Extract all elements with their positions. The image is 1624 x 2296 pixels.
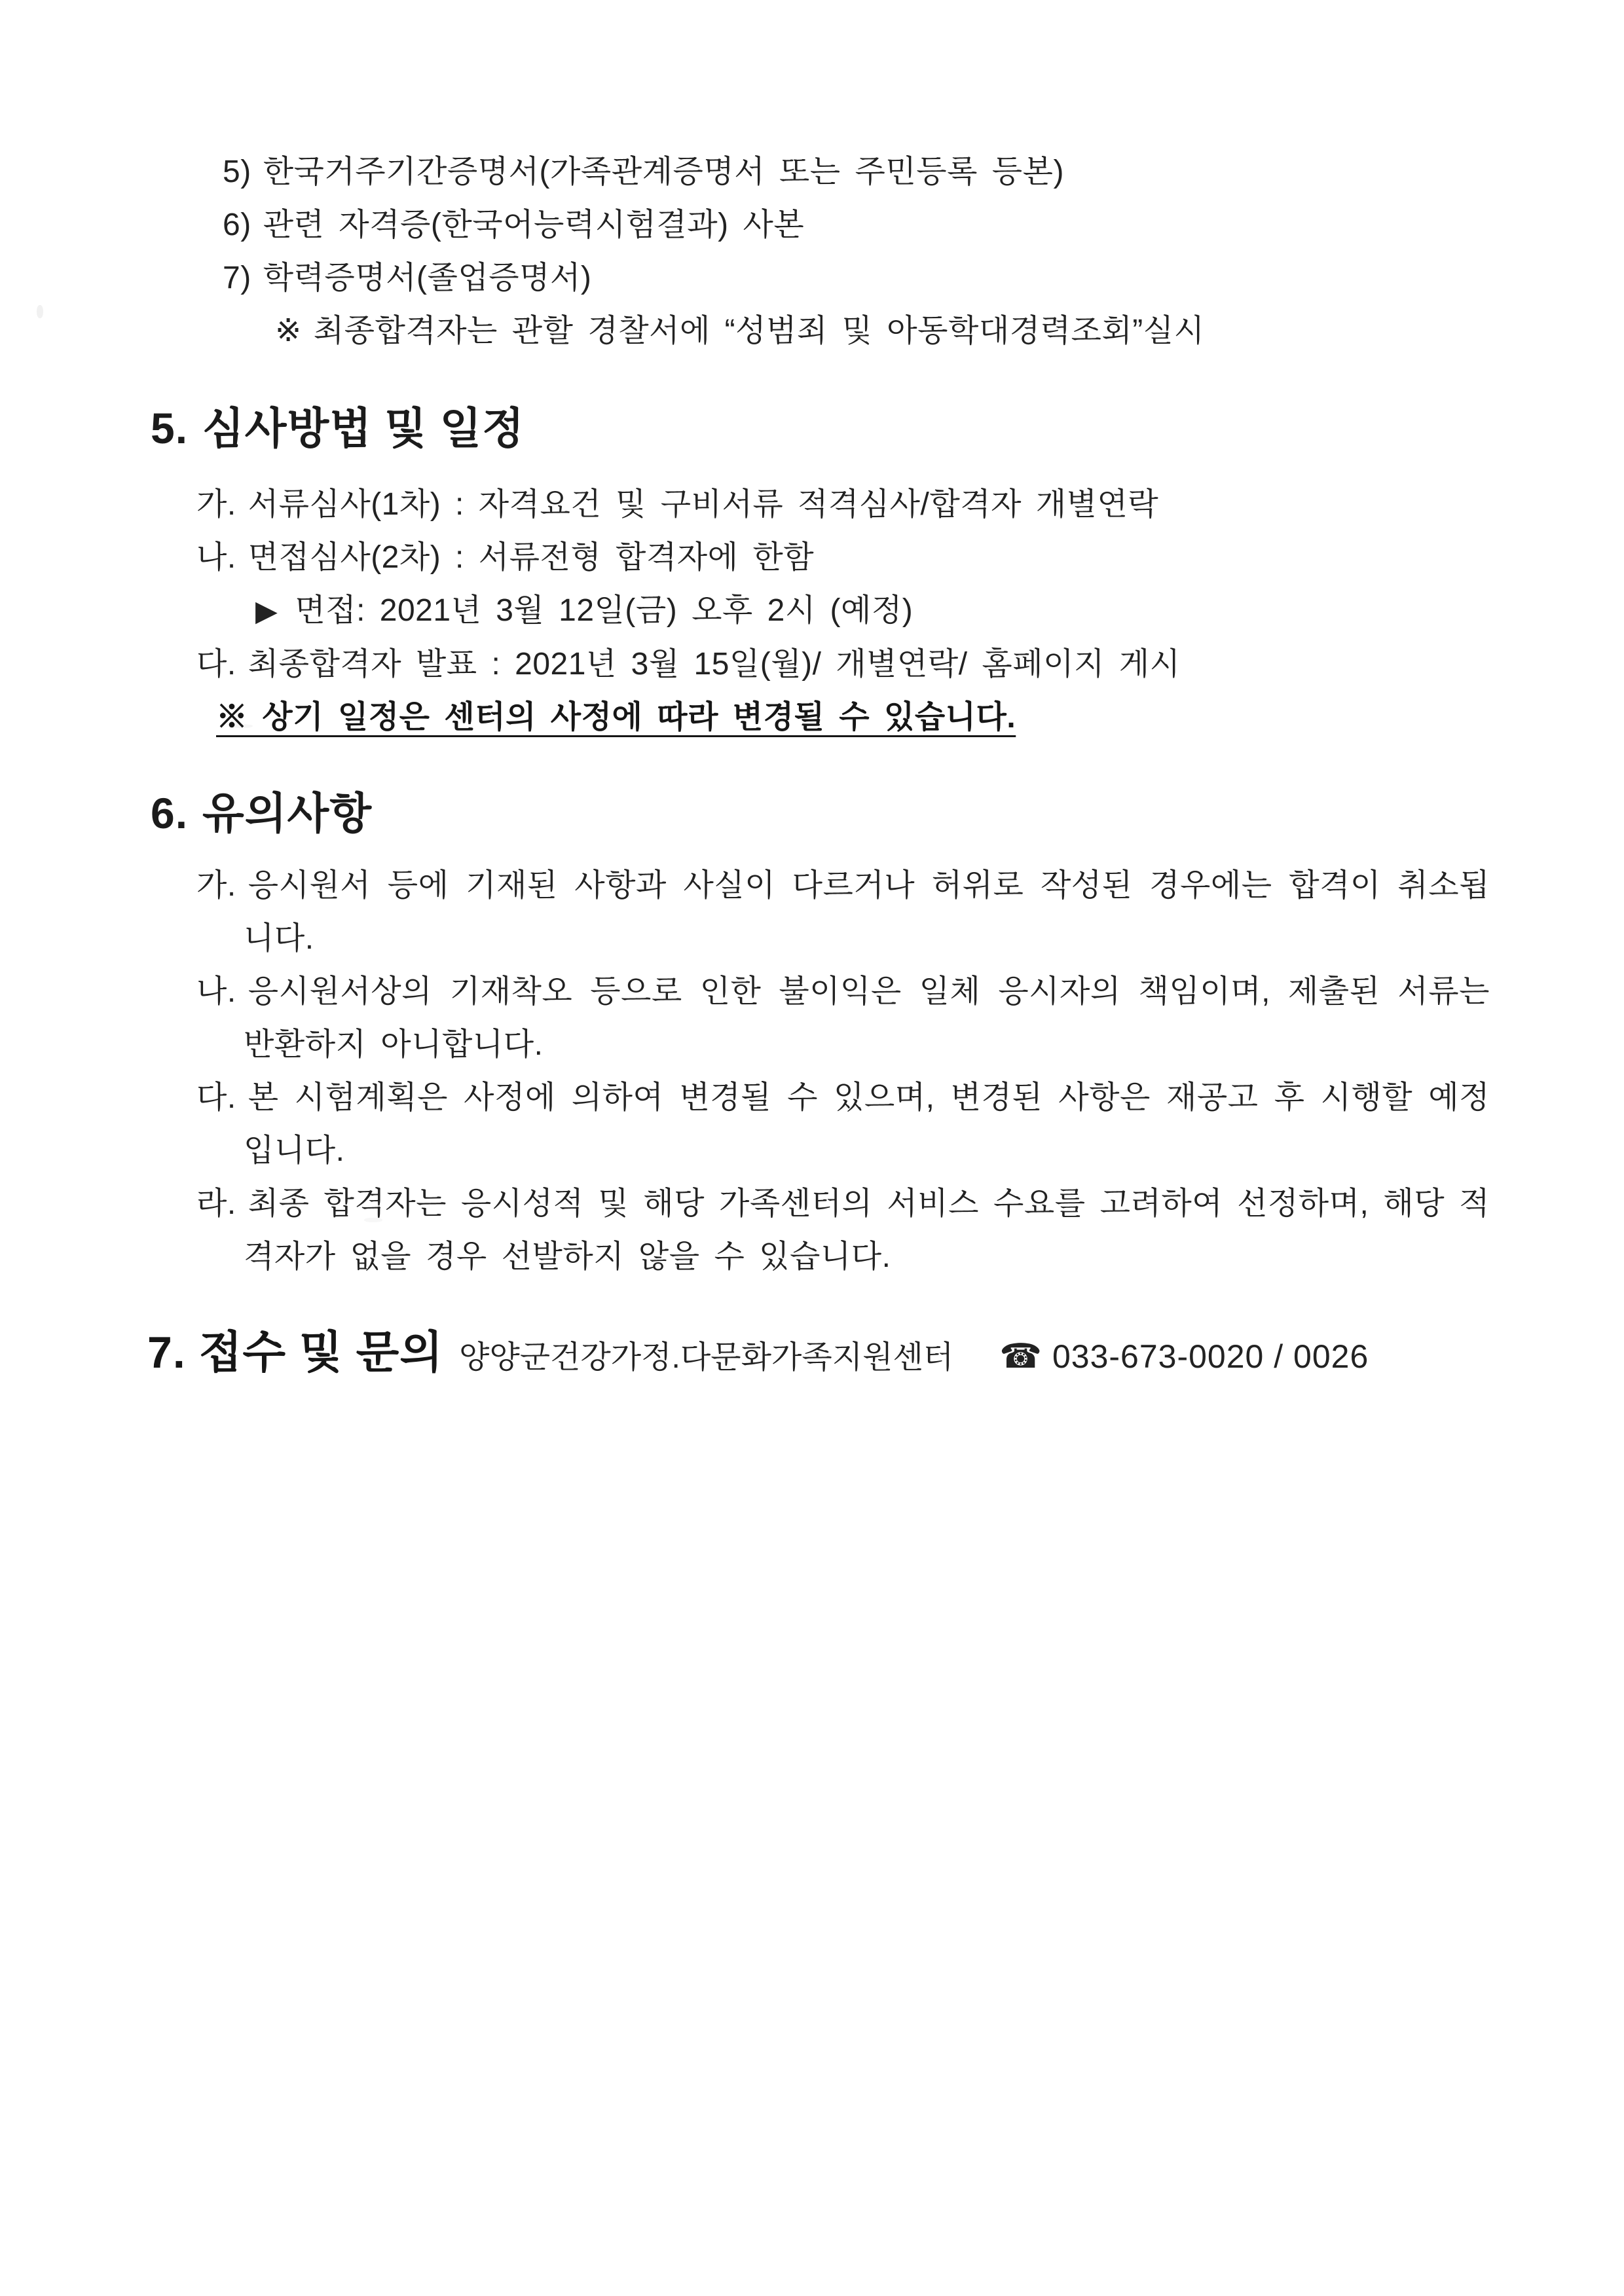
section6-item-da-marker: 다. <box>196 1080 236 1115</box>
section6-number: 6. <box>151 789 189 837</box>
section6-item-ga <box>196 859 1490 965</box>
interview-schedule-text: 면접: 2021년 3월 12일(금) 오후 2시 (예정) <box>295 593 913 628</box>
reference-mark-icon: ※ <box>275 314 302 348</box>
background-check-note <box>275 304 1467 357</box>
section7-heading <box>147 1328 443 1377</box>
attachment-item-6-marker: 6) <box>223 208 251 242</box>
attachment-list <box>223 145 1467 357</box>
schedule-change-note: ※ 상기 일정은 센터의 사정에 따라 변경될 수 있습니다. <box>216 700 1016 735</box>
triangle-bullet-icon: ▶ <box>255 595 278 627</box>
interview-schedule-line <box>255 584 1500 638</box>
section6-item-ga-marker: 가. <box>196 868 236 903</box>
section6-item-da <box>196 1071 1490 1177</box>
attachment-item-7 <box>223 251 1467 304</box>
section5-title: 심사방법 및 일정 <box>202 404 525 452</box>
attachment-item-5-marker: 5) <box>223 155 251 189</box>
section7-number: 7. <box>147 1328 186 1377</box>
section5-item-na <box>196 531 1500 584</box>
scan-speck <box>364 1218 382 1222</box>
scan-speck <box>37 305 43 318</box>
phone-numbers: 033-673-0020 / 0026 <box>1052 1338 1369 1375</box>
telephone-icon: ☎ <box>999 1338 1042 1376</box>
section5-item-da <box>196 638 1500 691</box>
section7-title: 접수 및 문의 <box>198 1328 443 1377</box>
section6-item-na <box>196 965 1490 1071</box>
section5-item-ga-text: 서류심사(1차) : 자격요건 및 구비서류 적격심사/합격자 개별연락 <box>248 487 1159 522</box>
attachment-item-6-text: 관련 자격증(한국어능력시험결과) 사본 <box>263 208 805 242</box>
section5-item-ga-marker: 가. <box>196 487 236 522</box>
attachment-item-7-text: 학력증명서(졸업증명서) <box>263 261 592 295</box>
section5-item-na-marker: 나. <box>196 540 236 575</box>
section6-item-ra <box>196 1177 1490 1283</box>
section6-title: 유의사항 <box>202 789 373 837</box>
section6-item-na-marker: 나. <box>196 974 236 1009</box>
section7-contact-line <box>147 1317 1522 1381</box>
section5-item-ga <box>196 478 1500 531</box>
attachment-item-7-marker: 7) <box>223 261 251 295</box>
section6-item-ra-text: 최종 합격자는 응시성적 및 해당 가족센터의 서비스 수요를 고려하여 선정하며, 해당 적격자가 없을 경우 선발하지 않을 수 있습니다. <box>244 1186 1490 1274</box>
section5-number: 5. <box>151 404 189 452</box>
section6-body <box>196 859 1490 1283</box>
section5-heading <box>151 398 525 458</box>
scan-speck <box>228 724 253 728</box>
section5-item-na-text: 면접심사(2차) : 서류전형 합격자에 한함 <box>248 540 815 575</box>
section5-item-da-text: 최종합격자 발표 : 2021년 3월 15일(월)/ 개별연락/ 홈페이지 게시 <box>248 647 1181 682</box>
section6-item-ra-marker: 라. <box>196 1186 236 1221</box>
section5-item-da-marker: 다. <box>196 647 236 682</box>
attachment-item-5 <box>223 145 1467 198</box>
background-check-note-text: 최종합격자는 관할 경찰서에 “성범죄 및 아동학대경력조회”실시 <box>313 314 1205 348</box>
section6-item-da-text: 본 시험계획은 사정에 의하여 변경될 수 있으며, 변경된 사항은 재공고 후 시행할 예정입니다. <box>244 1080 1490 1168</box>
attachment-item-6 <box>223 198 1467 251</box>
section6-heading <box>151 783 372 843</box>
section6-item-ga-text: 응시원서 등에 기재된 사항과 사실이 다르거나 허위로 작성된 경우에는 합격이 취소됩니다. <box>244 868 1490 956</box>
section6-item-na-text: 응시원서상의 기재착오 등으로 인한 불이익은 일체 응시자의 책임이며, 제출된 서류는 반환하지 아니합니다. <box>244 974 1490 1062</box>
attachment-item-5-text: 한국거주기간증명서(가족관계증명서 또는 주민등록 등본) <box>263 155 1064 189</box>
section5-body <box>196 478 1500 744</box>
center-name: 양양군건강가정.다문화가족지원센터 <box>458 1340 954 1375</box>
